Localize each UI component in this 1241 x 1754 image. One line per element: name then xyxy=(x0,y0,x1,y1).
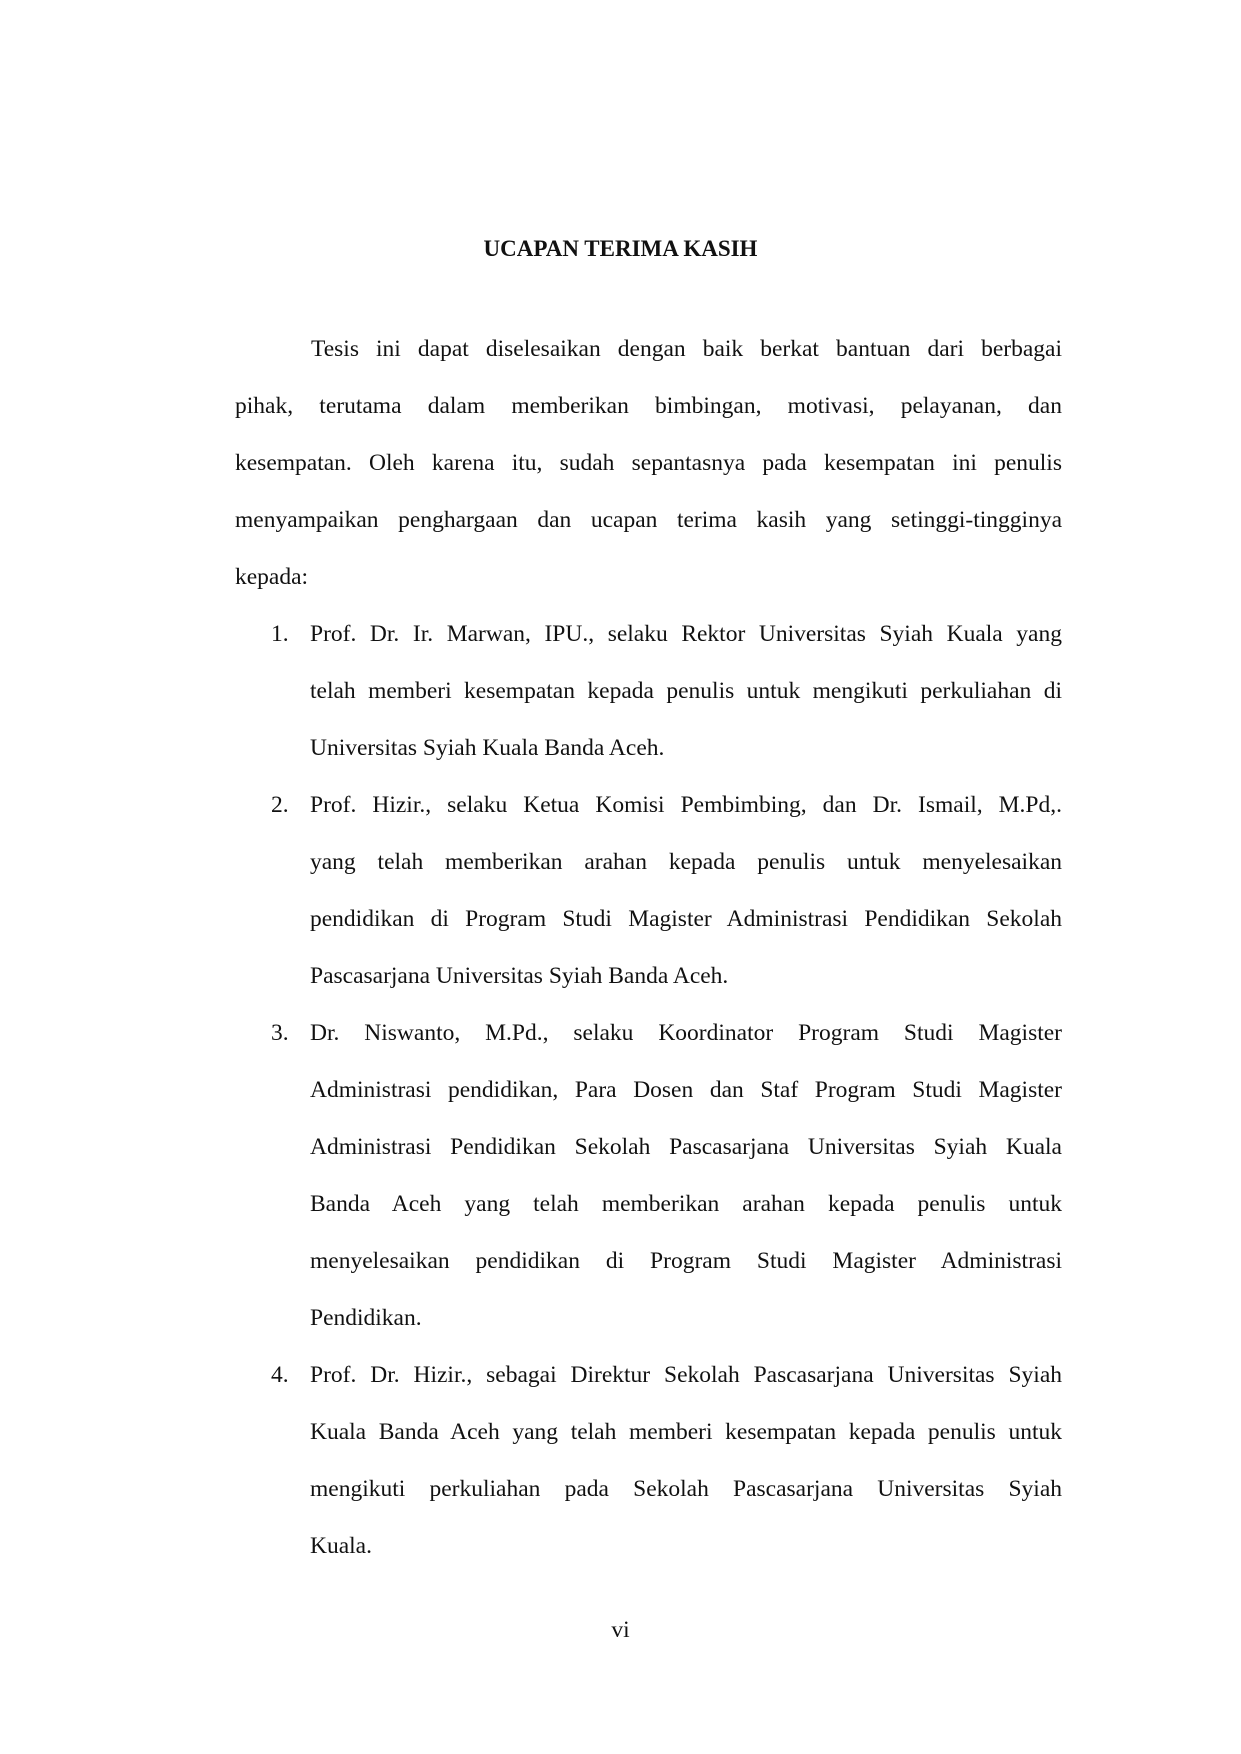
list-item-line: Kuala. xyxy=(310,1533,372,1559)
list-item-line: yang telah memberikan arahan kepada penulis untuk menyelesaikan xyxy=(310,849,1062,875)
list-item-line: Banda Aceh yang telah memberikan arahan kepada penulis untuk xyxy=(310,1191,1062,1217)
list-item-line: Kuala Banda Aceh yang telah memberi kesempatan kepada penulis untuk xyxy=(310,1419,1062,1445)
paragraph-line: kepada: xyxy=(235,564,309,590)
list-item-line: telah memberi kesempatan kepada penulis untuk mengikuti perkuliahan di xyxy=(310,678,1062,704)
page-number: vi xyxy=(611,1617,630,1643)
paragraph-line: kesempatan. Oleh karena itu, sudah sepantasnya pada kesempatan ini penulis xyxy=(235,450,1062,476)
list-item-line: Prof. Dr. Ir. Marwan, IPU., selaku Rektor Universitas Syiah Kuala yang xyxy=(310,621,1062,647)
paragraph-line: menyampaikan penghargaan dan ucapan terima kasih yang setinggi-tingginya xyxy=(235,507,1062,533)
list-item-line: pendidikan di Program Studi Magister Administrasi Pendidikan Sekolah xyxy=(310,906,1062,932)
list-item-line: Prof. Dr. Hizir., sebagai Direktur Sekolah Pascasarjana Universitas Syiah xyxy=(310,1362,1062,1388)
list-item-number: 2. xyxy=(271,792,289,818)
paragraph-line: pihak, terutama dalam memberikan bimbingan, motivasi, pelayanan, dan xyxy=(235,393,1062,419)
list-item-line: Administrasi pendidikan, Para Dosen dan Staf Program Studi Magister xyxy=(310,1077,1062,1103)
list-item-number: 3. xyxy=(271,1020,289,1046)
list-item-line: menyelesaikan pendidikan di Program Studi Magister Administrasi xyxy=(310,1248,1062,1274)
page-title: UCAPAN TERIMA KASIH xyxy=(483,236,758,261)
list-item-line: Pascasarjana Universitas Syiah Banda Aceh. xyxy=(310,963,729,989)
list-item-line: mengikuti perkuliahan pada Sekolah Pascasarjana Universitas Syiah xyxy=(310,1476,1062,1502)
list-item-line: Administrasi Pendidikan Sekolah Pascasarjana Universitas Syiah Kuala xyxy=(310,1134,1062,1160)
list-item-line: Dr. Niswanto, M.Pd., selaku Koordinator Program Studi Magister xyxy=(310,1020,1062,1046)
list-item-number: 4. xyxy=(271,1362,289,1388)
list-item-line: Universitas Syiah Kuala Banda Aceh. xyxy=(310,735,665,761)
paragraph-line: Tesis ini dapat diselesaikan dengan baik berkat bantuan dari berbagai xyxy=(311,336,1062,362)
list-item-line: Pendidikan. xyxy=(310,1305,422,1331)
list-item-line: Prof. Hizir., selaku Ketua Komisi Pembimbing, dan Dr. Ismail, M.Pd,. xyxy=(310,792,1062,818)
list-item-number: 1. xyxy=(271,621,289,647)
